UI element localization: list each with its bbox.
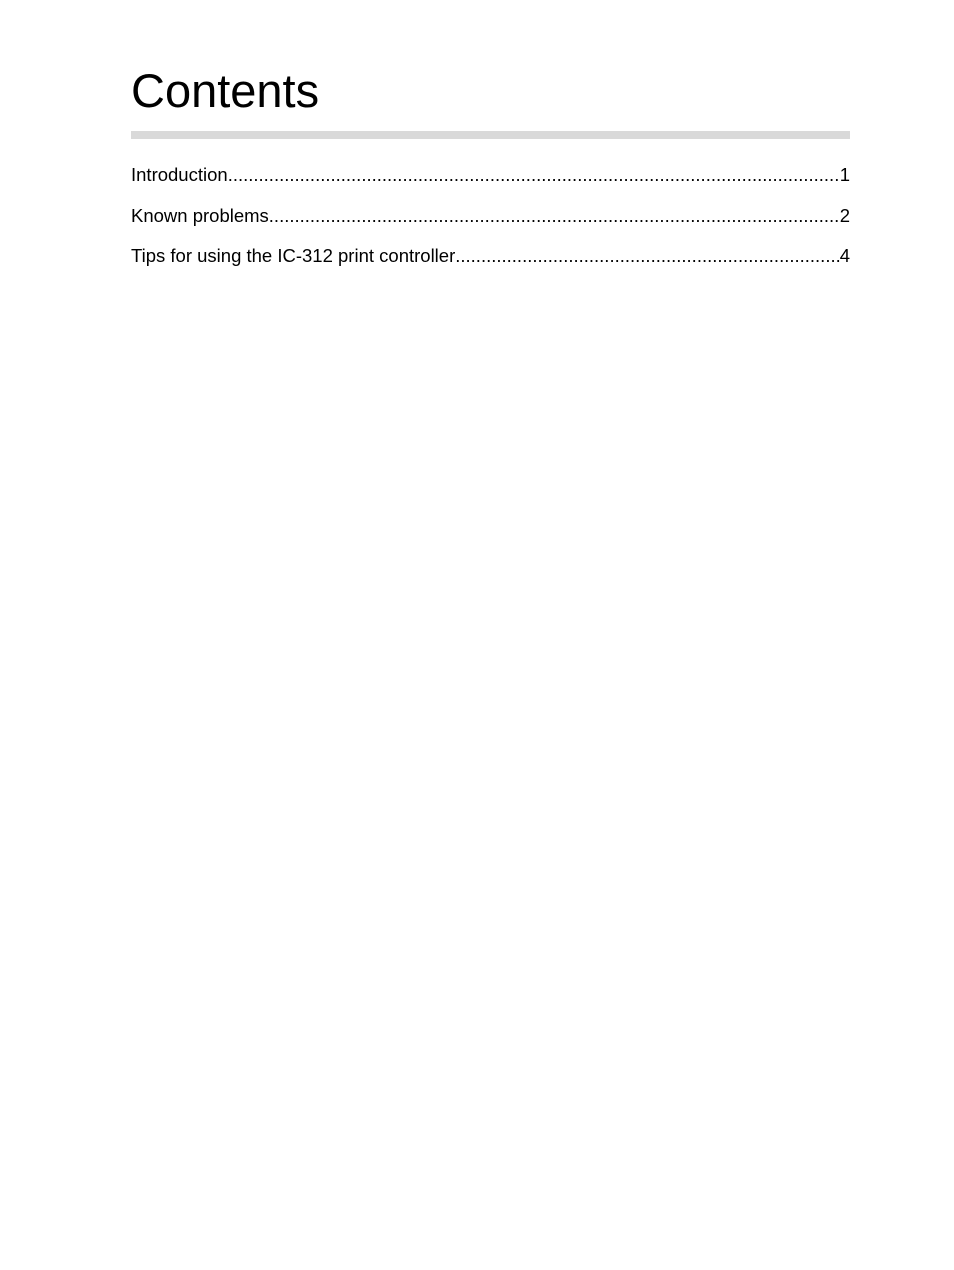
toc-entry-known-problems[interactable] [131, 204, 850, 245]
heading-divider [131, 131, 850, 139]
toc-entry-title: Introduction [131, 164, 228, 185]
toc-entry-page-number: 2 [839, 204, 850, 226]
page-title: Contents [131, 64, 320, 117]
toc-entry-title: Known problems [131, 204, 269, 226]
toc-dot-leader [228, 163, 840, 187]
toc-dot-leader [455, 244, 839, 268]
toc-entry-page-number: 1 [839, 164, 850, 185]
toc-entry-tips[interactable] [131, 244, 850, 285]
toc-entry-page-number: 4 [839, 245, 850, 266]
toc-entry-title: Tips for using the IC-312 print controller [131, 245, 456, 266]
toc-dot-leader [269, 204, 840, 228]
toc-entry-introduction[interactable] [131, 163, 850, 204]
table-of-contents [131, 163, 850, 285]
